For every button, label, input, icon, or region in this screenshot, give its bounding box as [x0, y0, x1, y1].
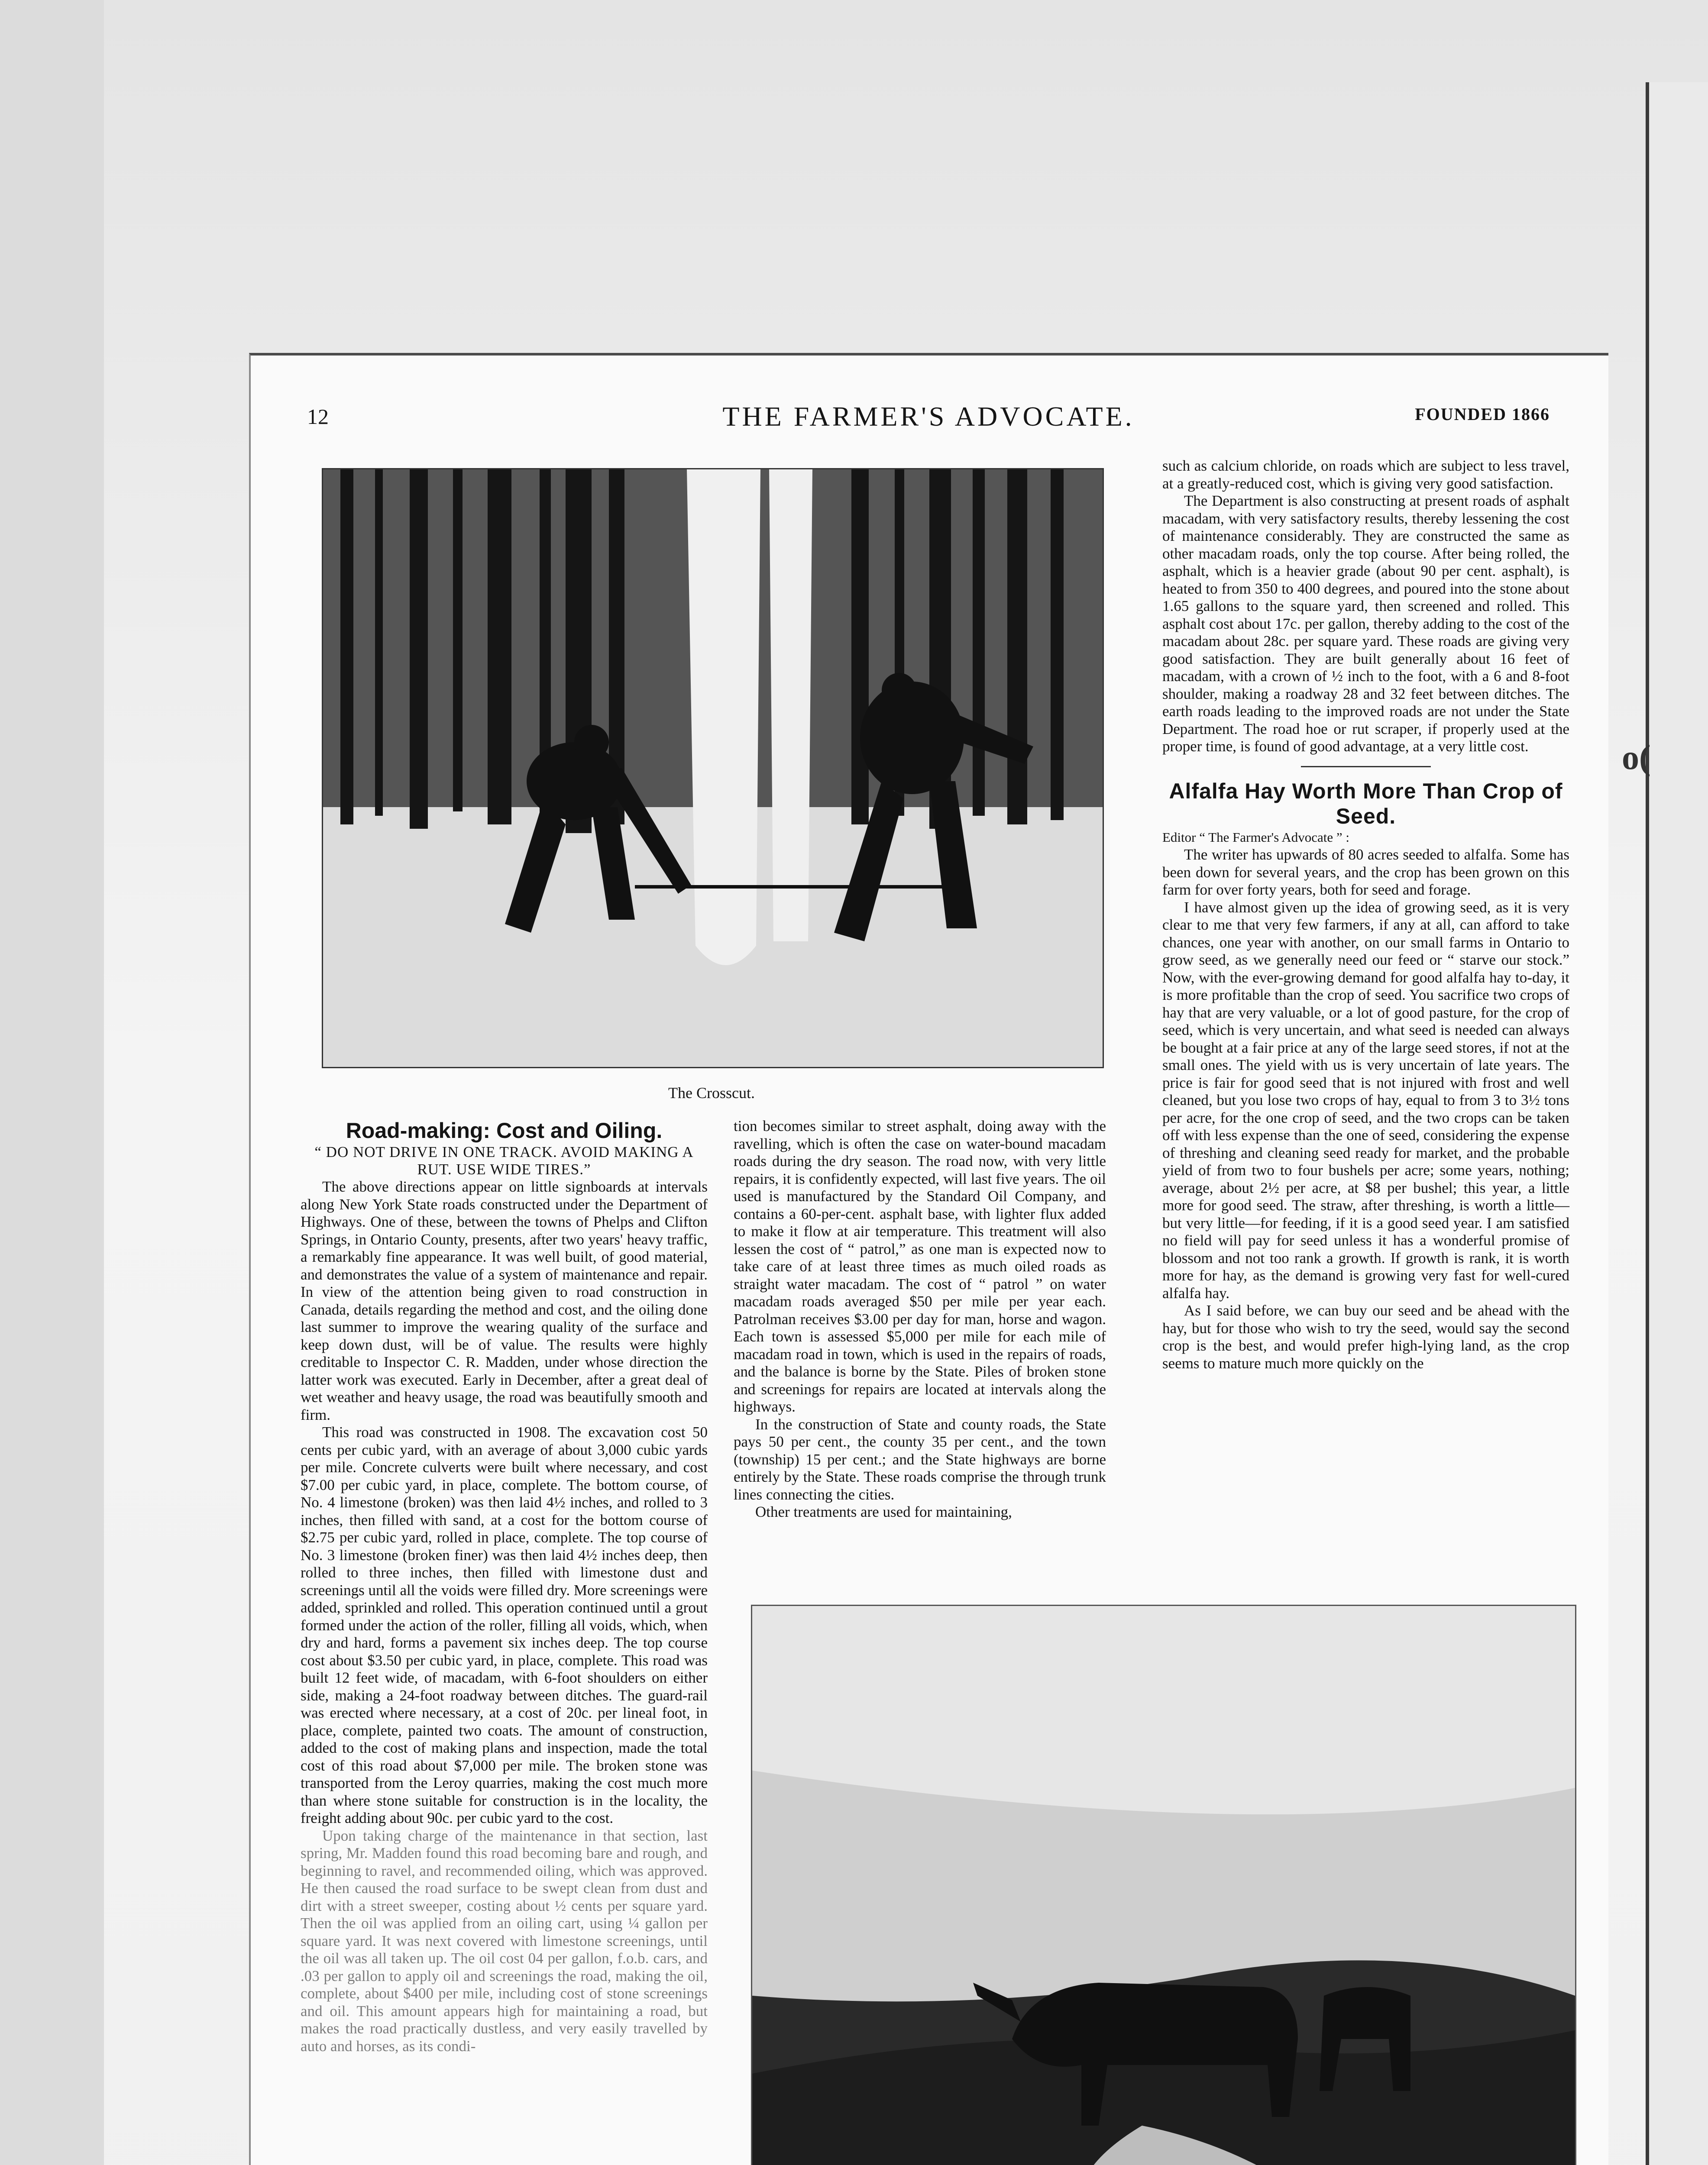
- road-article-paragraph: The Department is also constructing at present roads of asphalt macadam, with very satisfactory results, thereby lessening the cost of maintenance considerably. They are constructed the same as other macadam roads, only the top course. After being rolled, the asphalt, which is a heavier grade (about 90 per cent. asphalt), is heated to from 350 to 400 degrees, and poured into the stone about 1.65 gallons to the square yard, then screened and rolled. This asphalt cost about 17c. per gallon, thereby adding to the cost of the macadam about 28c. per square yard. These roads are giving very good satisfaction. They are built generally about 16 feet of macadam, with a crown of ½ inch to the foot, with a 6 and 8-foot shoulder, making a roadway 28 and 32 feet between ditches. The earth roads leading to the improved roads are not under the State Department. The road hoe or rut scraper, if properly used at the proper time, is found of good advantage, at a very little cost.: [1162, 492, 1569, 755]
- scan-left-margin: [0, 0, 104, 2165]
- alfalfa-paragraph: As I said before, we can buy our seed and be ahead with the hay, but for those who wish to try the seed, would say the second crop is the best, and would prefer high-lying land, as the crop seems to mature much more quickly on the: [1162, 1302, 1569, 1372]
- masthead: THE FARMER'S ADVOCATE.: [722, 401, 1135, 432]
- crosscut-photo: [322, 468, 1104, 1068]
- road-article-subtitle: “ DO NOT DRIVE IN ONE TRACK. AVOID MAKING A RUT. USE WIDE TIRES.”: [314, 1144, 694, 1178]
- road-article-paragraph: In the construction of State and county roads, the State pays 50 per cent., the county 35 per cent., and the town (township) 15 per cent.; and the State highways are borne entirely by the State. These roads comprise the through trunk lines connecting the cities.: [734, 1415, 1106, 1503]
- alfalfa-paragraph: I have almost given up the idea of growing seed, as it is very clear to me that very few farmers, if any at all, can afford to take chances, one year with another, on our small farms in Ontario to grow seed, as we generally need our feed or “ starve our stock.” Now, with the ever-growing demand for good alfalfa hay to-day, it is more profitable than the crop of seed. You sacrifice two crops of hay that are very valuable, or a lot of good pasture, for the crop of seed, which is very uncertain, and what seed is needed can always be bought at a fair price at any of the large seed stores, if not at the small ones. The yield with us is very uncertain of late years. The price is fair for good seed that is not injured with frost and well cleaned, but you lose two crops of hay, equal to from 3 to 3½ tons per acre, for the one crop of seed, and the two crops can be taken off with less expense than the one of seed, considering the expense of threshing and cleaning seed ready for market, and the probable yield of from two to four bushels per acre; some years, nothing; average, about 2½ per acre, at $8 per bushel; this year, a little more for good seed. The straw, after threshing, is worth a little—but very little—for feeding, if it is a good seed year. I am satisfied no field will pay for seed unless it has a wonderful promise of blossom and not too rank a growth. If growth is rank, it is worth more for hay, as the demand is growing very fast for well-cured alfalfa hay.: [1162, 898, 1569, 1302]
- edge-ink-mark: o(: [1622, 739, 1651, 777]
- page-number: 12: [307, 404, 329, 429]
- road-article-paragraph: The above directions appear on little signboards at intervals along New York State roads constructed under the Department of Highways. One of these, between the towns of Phelps and Clifton Springs, in Ontario County, presents, after two years' heavy traffic, a remarkably fine appearance. It was well built, of good material, and demonstrates the value of a system of maintenance and repair. In view of the attention being given to road construction in Canada, details regarding the method and cost, and the oiling done last summer to improve the wearing quality of the surface and keep down dust, will be of value. The results were highly creditable to Inspector C. R. Madden, under whose direction the latter work was executed. Early in December, after a great deal of wet weather and heavy usage, the road was beautifully smooth and firm.: [301, 1178, 708, 1423]
- newspaper-page: [249, 353, 1608, 2165]
- column-2: [734, 1118, 1106, 1521]
- adjacent-page-edge: [1646, 82, 1708, 2165]
- alfalfa-article-title: Alfalfa Hay Worth More Than Crop of Seed.: [1169, 779, 1563, 828]
- column-3: [1162, 457, 1569, 1372]
- road-article-paragraph: This road was constructed in 1908. The excavation cost 50 cents per cubic yard, with an average of about 3,000 cubic yards per mile. Concrete culverts were built where necessary, and cost $7.00 per cubic yard, in place, complete. The bottom course, of No. 4 limestone (broken) was then laid 4½ inches, and rolled to 3 inches, then filled with sand, at a cost for the bottom course of $2.75 per cubic yard, rolled in place, complete. The top course of No. 3 limestone (broken finer) was then laid 4½ inches deep, then rolled to three inches, then filled with limestone dust and screenings until all the voids were filled dry. More screenings were added, sprinkled and rolled. This operation continued until a grout formed under the action of the roller, filling all voids, which, when dry and hard, forms a pavement six inches deep. The top course cost about $3.50 per cubic yard, in place, complete. This road was built 12 feet wide, of macadam, with 6-foot shoulders on either side, making a 24-foot roadway between ditches. The guard-rail was erected where necessary, at a cost of 20c. per lineal foot, in place, complete, painted two coats. The amount of construction, added to the cost of making plans and inspection, made the total cost of this road about $7,000 per mile. The broken stone was transported from the Leroy quarries, making the cost much more than where stone suitable for construction is in the locality, the freight adding about 90c. per cubic yard to the cost.: [301, 1424, 708, 1826]
- section-divider: [1301, 766, 1431, 767]
- page-header: [307, 401, 1550, 434]
- highland-cattle-photo: [751, 1605, 1576, 2165]
- alfalfa-paragraph: The writer has upwards of 80 acres seeded to alfalfa. Some has been down for several years, and the crop has been grown on this farm for over forty years, both for seed and forage.: [1162, 846, 1569, 898]
- crosscut-caption: The Crosscut.: [668, 1084, 755, 1102]
- road-article-paragraph: Other treatments are used for maintaining,: [755, 1503, 1012, 1520]
- road-article-title: Road-making: Cost and Oiling.: [346, 1118, 663, 1143]
- editor-line: Editor “ The Farmer's Advocate ” :: [1162, 829, 1349, 845]
- road-article-paragraph: tion becomes similar to street asphalt, doing away with the ravelling, which is often the case on water-bound macadam roads during the dry season. The road now, with very little repairs, it is confidently expected, will last five years. The oil used is manufactured by the Standard Oil Company, and contains a 60-per-cent. asphalt base, with lighter flux added to make it flow at air temperature. This treatment will also lessen the cost of “ patrol,” as one man is expected now to take care of at least three times as much oiled roads as straight water macadam. The cost of “ patrol ” on water macadam roads averaged $50 per mile per year each. Patrolman receives $3.00 per day for man, horse and wagon. Each town is assessed $5,000 per mile for each mile of macadam road in town, which is used in the repairs of roads, and the balance is borne by the State. Piles of broken stone and screenings for repairs are located at intervals along the highways.: [734, 1118, 1106, 1415]
- founded-line: FOUNDED 1866: [1415, 404, 1550, 424]
- road-article-paragraph: Upon taking charge of the maintenance in that section, last spring, Mr. Madden found this road becoming bare and rough, and beginning to ravel, and recommended oiling, which was approved. He then caused the road surface to be swept clean from dust and dirt with a street sweeper, costing about ½ cents per square yard. Then the oil was applied from an oiling cart, using ¼ gallon per square yard. It was next covered with limestone screenings, until the oil was all taken up. The oil cost 04 per gallon, f.o.b. cars, and .03 per gallon to apply oil and screenings the road, making the oil, complete, about $400 per mile, including cost of stone screenings and oil. This amount appears high for maintaining a road, but makes the road practically dustless, and very easily travelled by auto and horses, as its condi-: [301, 1827, 708, 2055]
- column-1: [301, 1118, 708, 2055]
- road-article-paragraph: such as calcium chloride, on roads which are subject to less travel, at a greatly-reduced cost, which is giving very good satisfaction.: [1162, 457, 1569, 492]
